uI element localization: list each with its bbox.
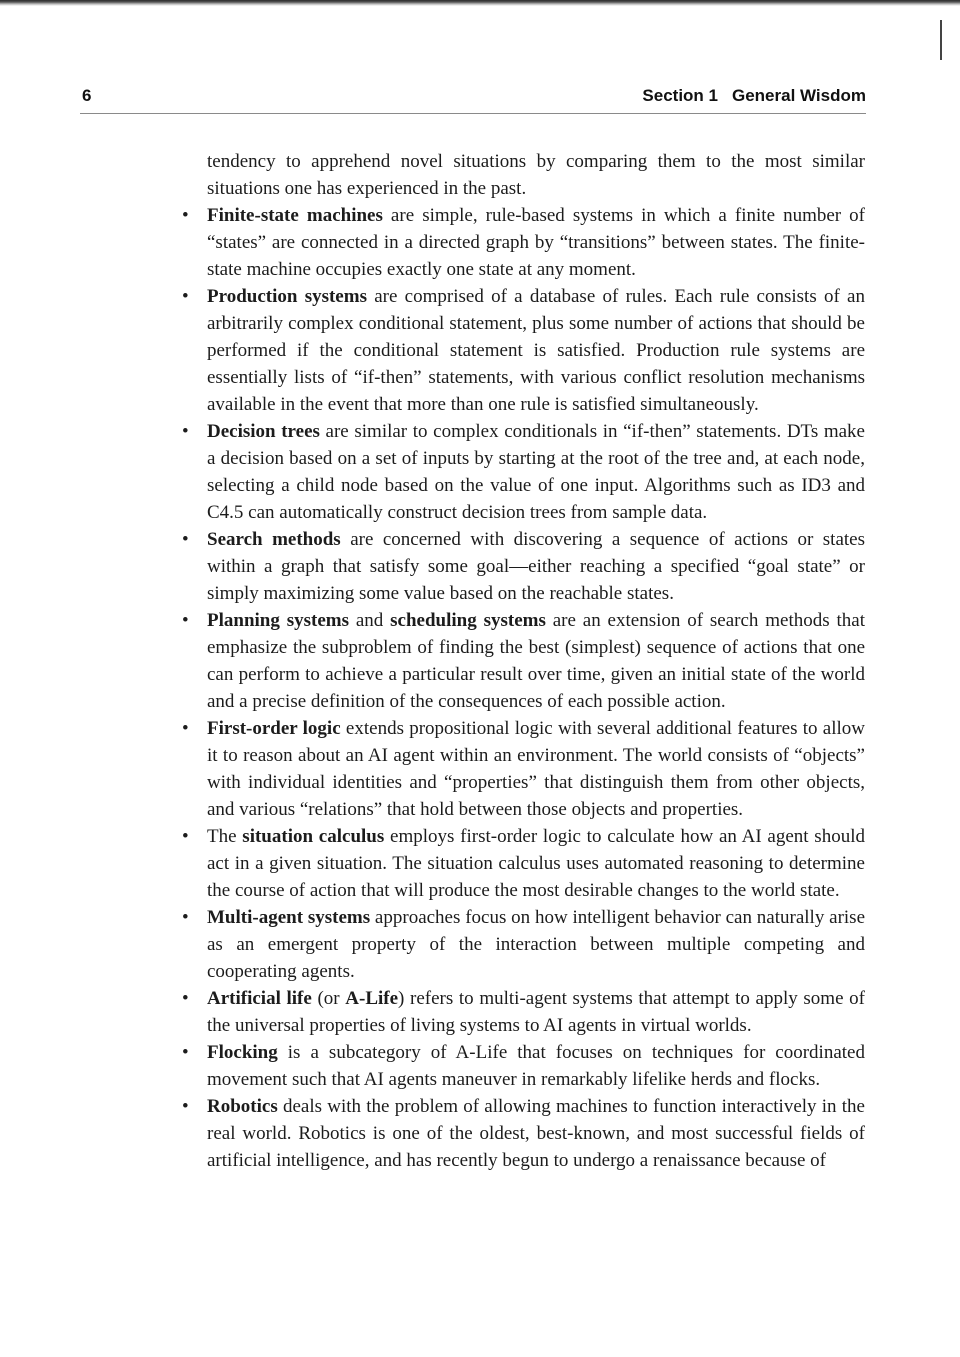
list-item: • Multi-agent systems approaches focus on how intelligent behavior can naturally arise as an emergent property of the interaction between multiple competing and cooperating agents. xyxy=(207,904,865,985)
list-term: Search methods xyxy=(207,529,341,550)
intro-paragraph: tendency to apprehend novel situations by comparing them to the most similar situations one has experienced in the past. xyxy=(207,151,865,199)
running-head xyxy=(642,86,866,106)
list-item: • The situation calculus employs first-order logic to calculate how an AI agent should act in a given situation. The situation calculus uses automated reasoning to determine the course of action that will produce the most desirable changes to the world state. xyxy=(207,823,865,904)
list-term: Robotics xyxy=(207,1096,278,1117)
list-item: • Decision trees are similar to complex conditionals in “if-then” statements. DTs make a decision based on a set of inputs by starting at the root of the tree and, at each node, selecting a child node based on the value of one input. Algorithms such as ID3 and C4.5 can automatically construct decision trees from sample data. xyxy=(207,418,865,526)
list-term: Flocking xyxy=(207,1042,278,1063)
list-term: Artificial life xyxy=(207,988,312,1009)
list-item: • Search methods are concerned with discovering a sequence of actions or states within a graph that satisfy some goal—either reaching a specified “goal state” or simply maximizing some value based on the reachable states. xyxy=(207,526,865,607)
list-item: • Finite-state machines are simple, rule-based systems in which a finite number of “states” are connected in a directed graph by “transitions” between states. The finite-state machine occupies exactly one state at any moment. xyxy=(207,202,865,283)
list-item: • Production systems are comprised of a database of rules. Each rule consists of an arbitrarily complex conditional statement, plus some number of actions that should be performed if the conditional statement is satisfied. Production rule systems are essentially lists of “if-then” statements, with various conflict resolution mechanisms available in the event that more than one rule is satisfied simultaneously. xyxy=(207,283,865,418)
bullet-list xyxy=(207,202,865,1174)
list-term: First-order logic xyxy=(207,718,341,739)
body-text xyxy=(207,148,865,1174)
list-item: • Flocking is a subcategory of A-Life that focuses on techniques for coordinated movement such that AI agents maneuver in remarkably lifelike herds and flocks. xyxy=(207,1039,865,1093)
list-term: scheduling systems xyxy=(390,610,546,631)
section-label: Section 1 xyxy=(642,86,718,105)
margin-mark xyxy=(940,20,942,60)
header-rule xyxy=(80,113,866,114)
list-item: • Planning systems and scheduling systems are an extension of search methods that emphasize the subproblem of finding the best (simplest) sequence of actions that one can perform to achieve a particular result over time, given an initial state of the world and a precise definition of the consequences of each possible action. xyxy=(207,607,865,715)
section-title: General Wisdom xyxy=(732,86,866,105)
page-number: 6 xyxy=(82,86,92,105)
list-item: • Artificial life (or A-Life) refers to multi-agent systems that attempt to apply some of the universal properties of living systems to AI agents in virtual worlds. xyxy=(207,985,865,1039)
list-term: situation calculus xyxy=(242,826,385,847)
list-term: Multi-agent systems xyxy=(207,907,371,928)
list-item: • First-order logic extends propositional logic with several additional features to allow it to reason about an AI agent within an environment. The world consists of “objects” with individual identities and “properties” that distinguish them from other objects, and various “relations” that hold between those objects and properties. xyxy=(207,715,865,823)
list-term: Decision trees xyxy=(207,421,320,442)
list-term: Production systems xyxy=(207,286,367,307)
list-item: • Robotics deals with the problem of allowing machines to function interactively in the real world. Robotics is one of the oldest, best-known, and most successful fields of artificial intelligence, and has recently begun to undergo a renaissance because of xyxy=(207,1093,865,1174)
list-term: Planning systems xyxy=(207,610,349,631)
page-header xyxy=(80,84,866,110)
list-term: A-Life xyxy=(345,988,399,1009)
list-term: Finite-state machines xyxy=(207,205,383,226)
scan-edge xyxy=(0,0,960,6)
